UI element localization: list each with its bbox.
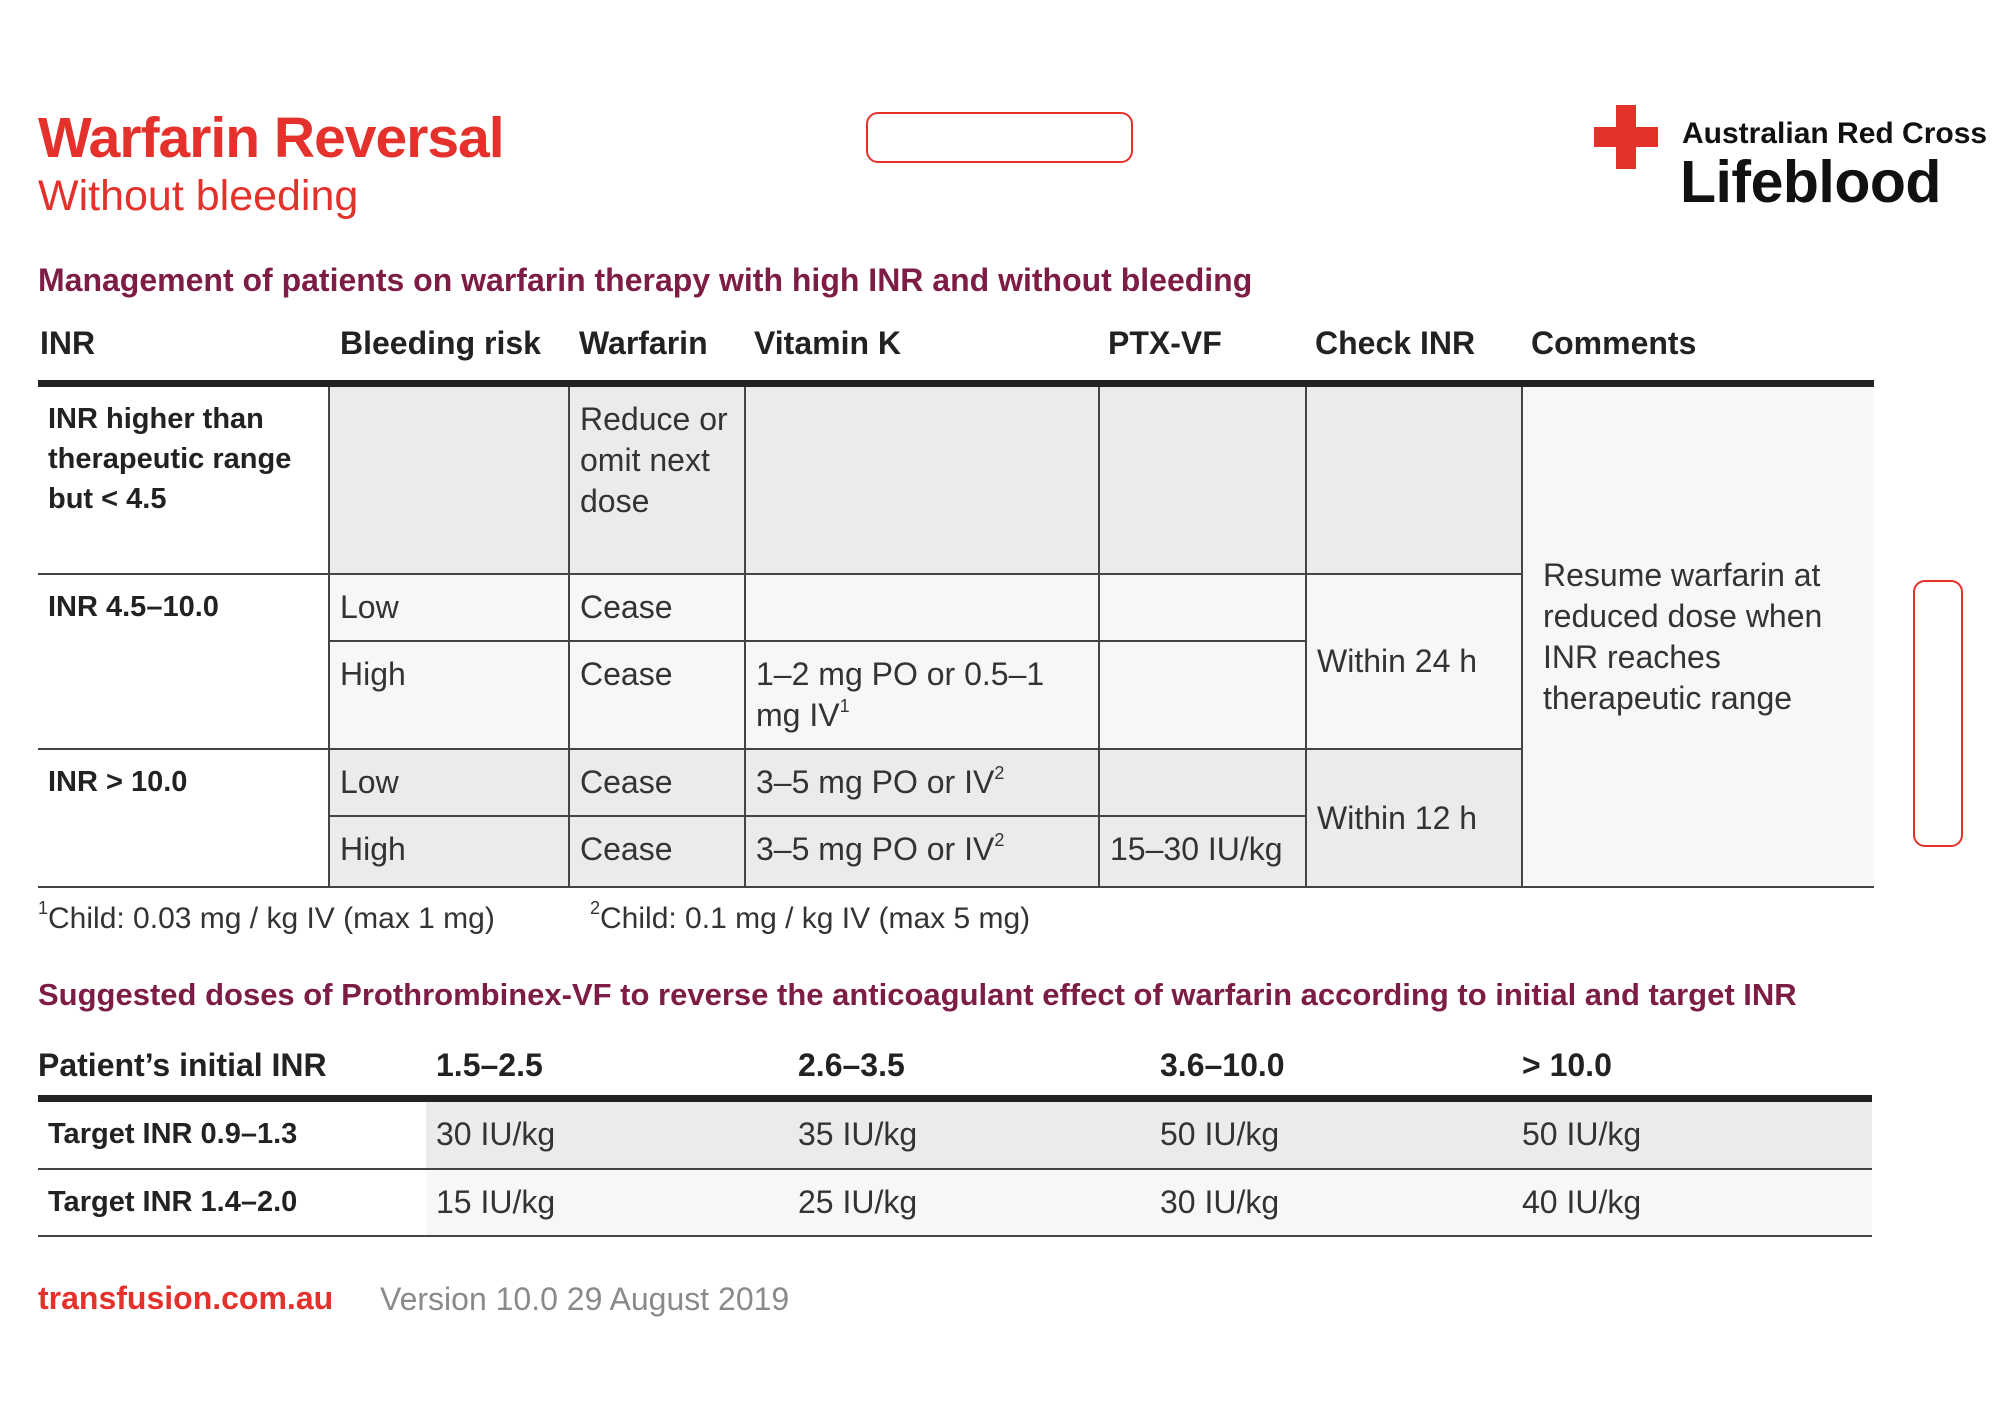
- row2-warfarin-high: Cease: [568, 642, 744, 750]
- doses-heading: Suggested doses of Prothrombinex-VF to reverse the anticoagulant effect of warfarin according to initial and target INR: [38, 977, 1797, 1012]
- page-title: Warfarin Reversal: [38, 106, 504, 170]
- row2-inr-label: INR 4.5–10.0: [38, 575, 328, 750]
- row3-risk-low: Low: [328, 750, 568, 817]
- footnote-ref-2a: 2: [994, 763, 1005, 783]
- header-rule: [38, 380, 1874, 387]
- comments-cell: [1521, 387, 1874, 888]
- row3-check-inr: [1305, 750, 1521, 888]
- row2-vitk-low: [744, 575, 1098, 642]
- col-header-comments: Comments: [1531, 325, 1697, 361]
- doses-row2-value: 30 IU/kg: [1150, 1170, 1512, 1237]
- doses-row1-value: 35 IU/kg: [788, 1102, 1150, 1170]
- row1-inr-label: INR higher than therapeutic range but < 4.5: [38, 387, 328, 575]
- row2-ptx-low: [1098, 575, 1305, 642]
- row3-ptx-high: 15–30 IU/kg: [1098, 817, 1305, 888]
- row1-vitamin-k: [744, 387, 1098, 575]
- outline-box-right: [1913, 580, 1963, 847]
- footnote-ref-2b: 2: [994, 830, 1005, 850]
- col-header-check-inr: Check INR: [1315, 325, 1476, 361]
- row2-check-inr: [1305, 575, 1521, 750]
- footnote-ref-1: 1: [839, 696, 850, 716]
- row2-ptx-high: [1098, 642, 1305, 750]
- doses-row2-value: 25 IU/kg: [788, 1170, 1150, 1237]
- row3-vitk-low: [744, 750, 1098, 817]
- row3-vitk-low-text: 3–5 mg PO or IV: [756, 764, 995, 800]
- row2-vitk-high-text: 1–2 mg PO or 0.5–1 mg IV: [756, 656, 1045, 733]
- doses-header-rule: [38, 1095, 1872, 1102]
- row2-risk-low: Low: [328, 575, 568, 642]
- row3-vitk-high-text: 3–5 mg PO or IV: [756, 831, 995, 867]
- footnote-2: $^2$Child: 0.1 mg / kg IV (max 5 mg): [590, 898, 1031, 935]
- doses-row1-label: Target INR 0.9–1.3: [38, 1102, 426, 1170]
- row3-warfarin-high: Cease: [568, 817, 744, 888]
- row2-risk-high: High: [328, 642, 568, 750]
- doses-row1-value: 50 IU/kg: [1512, 1102, 1872, 1170]
- col-header-vitamin-k: Vitamin K: [754, 325, 901, 361]
- row2-vitk-high: [744, 642, 1098, 750]
- row1-check-inr: [1305, 387, 1521, 575]
- doses-col-1: 1.5–2.5: [436, 1047, 543, 1083]
- row1-ptx-vf: [1098, 387, 1305, 575]
- row3-vitk-high: [744, 817, 1098, 888]
- logo-line2: Lifeblood: [1680, 149, 1941, 215]
- logo-line1: Australian Red Cross: [1682, 117, 1988, 150]
- row3-warfarin-low: Cease: [568, 750, 744, 817]
- col-header-ptx-vf: PTX-VF: [1108, 325, 1222, 361]
- footnote-1-mark: 1: [38, 898, 49, 918]
- col-header-bleeding-risk: Bleeding risk: [340, 325, 541, 361]
- outline-box-top: [866, 112, 1133, 163]
- row1-warfarin: Reduce or omit next dose: [568, 387, 744, 575]
- footnote-2-mark: 2: [590, 898, 601, 918]
- row2-warfarin-low: Cease: [568, 575, 744, 642]
- doses-row2-value: 15 IU/kg: [426, 1170, 788, 1237]
- doses-col-initial-inr: Patient’s initial INR: [38, 1047, 327, 1083]
- footer-link[interactable]: transfusion.com.au: [38, 1280, 334, 1316]
- row1-bleeding-risk: [328, 387, 568, 575]
- doses-col-3: 3.6–10.0: [1160, 1047, 1285, 1083]
- row3-inr-label: INR > 10.0: [38, 750, 328, 888]
- doses-col-4: > 10.0: [1522, 1047, 1612, 1083]
- red-cross-icon: [1594, 105, 1658, 169]
- doses-row1-value: 50 IU/kg: [1150, 1102, 1512, 1170]
- row3-ptx-low: [1098, 750, 1305, 817]
- row2-check-inr-text: Within 24 h: [1317, 643, 1478, 679]
- doses-col-2: 2.6–3.5: [798, 1047, 905, 1083]
- footnote-1: $^1$Child: 0.03 mg / kg IV (max 1 mg): [38, 898, 495, 935]
- row3-risk-high: High: [328, 817, 568, 888]
- col-header-inr: INR: [40, 325, 96, 361]
- doses-row1-value: 30 IU/kg: [426, 1102, 788, 1170]
- footer-version: Version 10.0 29 August 2019: [380, 1281, 790, 1317]
- comments-text: Resume warfarin at reduced dose when INR reaches therapeutic range: [1543, 556, 1823, 716]
- doses-row2-label: Target INR 1.4–2.0: [38, 1170, 426, 1237]
- row3-check-inr-text: Within 12 h: [1317, 799, 1478, 836]
- page-subtitle: Without bleeding: [38, 172, 359, 220]
- management-heading: Management of patients on warfarin therapy with high INR and without bleeding: [38, 262, 1253, 298]
- doses-row2-value: 40 IU/kg: [1512, 1170, 1872, 1237]
- col-header-warfarin: Warfarin: [579, 325, 708, 361]
